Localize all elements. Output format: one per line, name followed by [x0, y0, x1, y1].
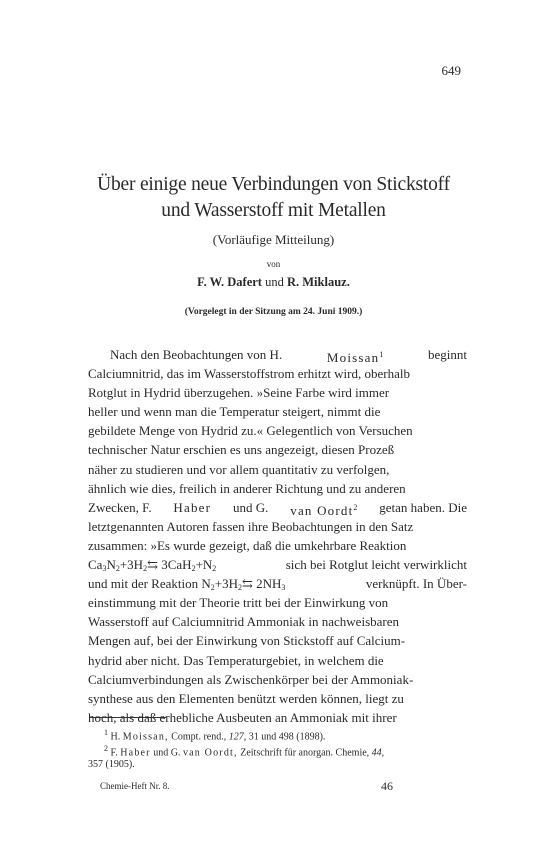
title-line-1: Über einige neue Verbindungen von Stickstoff — [97, 174, 450, 195]
body-line: hydrid aber nicht. Das Temperaturgebiet, in welchem die — [88, 652, 384, 668]
author-1: F. W. Dafert — [197, 275, 262, 289]
author-2: R. Miklauz. — [286, 275, 350, 289]
body-line: zusammen: »Es wurde gezeigt, daß die umkehrbare Reaktion — [88, 537, 407, 553]
body-line: synthese aus den Elementen benützt werden können, liegt zu — [88, 690, 404, 706]
body-line: und mit der Reaktion $N_2+3H_2⇆$ $2NH_3$ verknüpft. In Über- — [88, 576, 467, 593]
body-line: Nach den Beobachtungen von H. Moissan$^1$ beginnt — [110, 347, 467, 366]
body-line: $Ca_3N_2+3H_2⇆$ $3CaH_2+N_2$ sich bei Rotglut leicht verwirklicht — [88, 557, 467, 574]
body-line: Calciumverbindungen als Zwischenkörper bei der Ammoniak- — [88, 671, 414, 687]
body-line: gebildete Menge von Hydrid zu.« Gelegentlich von Versuchen — [88, 423, 413, 439]
body-line: einstimmung mit der Theorie tritt bei der Einwirkung von — [88, 595, 389, 611]
body-line: Zwecken, F. Haber und G. van Oordt$^2$ getan haben. Die — [88, 499, 467, 519]
body-line: letztgenannten Autoren fassen ihre Beobachtungen in den Satz — [88, 518, 414, 534]
footnote-1: $^1$ H. Moissan, Compt. rend., 127, 31 und 498 (1898). — [104, 728, 326, 743]
body-text — [88, 345, 467, 727]
body-line: näher zu studieren und vor allem quantitativ zu verfolgen, — [88, 461, 390, 477]
footnote-2-continued: 357 (1905). — [88, 759, 135, 770]
body-line: heller und wenn man die Temperatur steigert, nimmt die — [88, 404, 381, 420]
subtitle: (Vorläufige Mitteilung) — [212, 232, 335, 247]
signature-number: 46 — [381, 779, 393, 793]
body-line: Rotglut in Hydrid überzugehen. »Seine Farbe wird immer — [88, 385, 390, 401]
chemical-equation: $Ca_3N_2+3H_2⇆$ $3CaH_2+N_2$ — [88, 557, 217, 574]
body-line: ähnlich wie dies, freilich in anderer Richtung und zu anderen — [88, 480, 406, 496]
title-line-2: und Wasserstoff mit Metallen — [161, 200, 386, 221]
chemical-equation: und mit der Reaktion $N_2+3H_2⇆$ $2NH_3$ — [88, 576, 286, 593]
authors — [0, 275, 547, 290]
page-number: 649 — [441, 63, 461, 78]
footnote-divider — [90, 717, 166, 718]
footnote-ref: 1 — [379, 350, 384, 359]
by-line: von — [266, 259, 281, 269]
footnote-ref: 2 — [353, 502, 358, 512]
presented-note: (Vorgelegt in der Sitzung am 24. Juni 1909.) — [184, 307, 363, 317]
body-line: Mengen auf, bei der Einwirkung von Stickstoff auf Calcium- — [88, 633, 406, 649]
body-line: technischer Natur erschien es uns angezeigt, diesen Prozeß — [88, 442, 395, 458]
authors-and: und — [265, 275, 284, 289]
body-line: Calciumnitrid, das im Wasserstoffstrom erhitzt wird, oberhalb — [88, 366, 410, 382]
issue-label: Chemie-Heft Nr. 8. — [100, 781, 170, 791]
footnote-2: $^2$ F. Haber und G. van Oordt, Zeitschrift für anorgan. Chemie, 44, — [104, 744, 385, 759]
body-line: hoch, als daß erhebliche Ausbeuten an Ammoniak mit ihrer — [88, 709, 397, 725]
body-line: Wasserstoff auf Calciumnitrid Ammoniak in nachweisbaren — [88, 614, 399, 630]
